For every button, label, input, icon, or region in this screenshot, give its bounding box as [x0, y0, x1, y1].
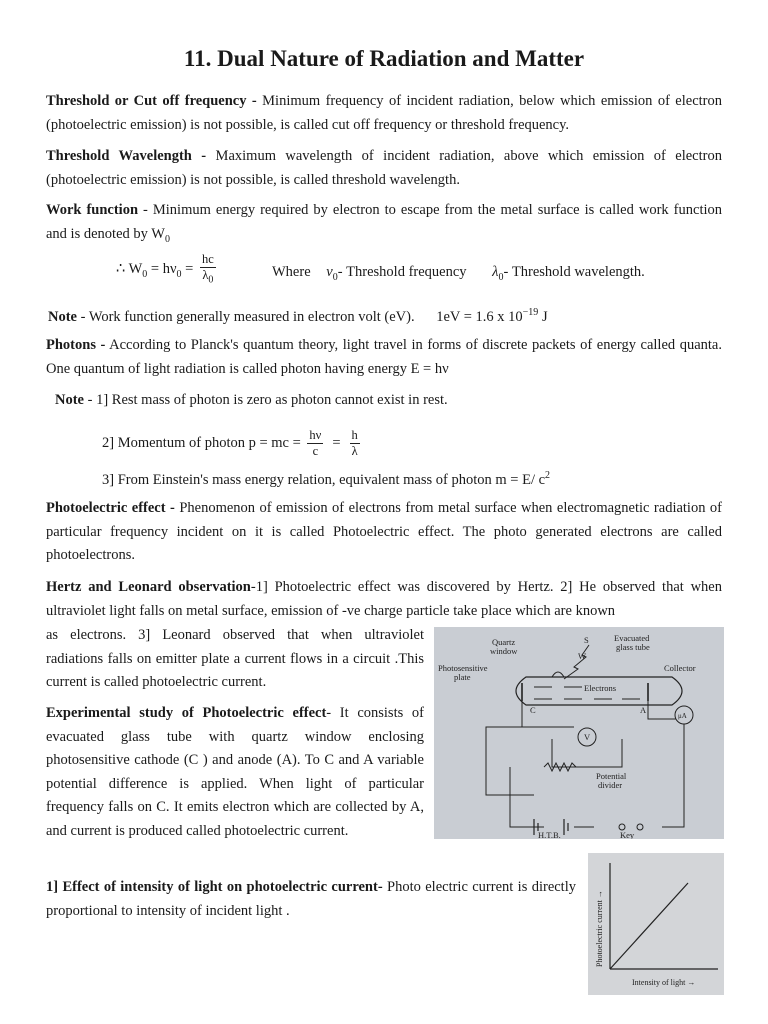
photoelectric-apparatus-diagram	[434, 627, 724, 839]
note2-item3: 3] From Einstein's mass energy relation, equivalent mass of photon m = E/ c	[102, 471, 546, 488]
work-function-term: Work function	[46, 202, 139, 218]
photons-term: Photons -	[46, 337, 106, 353]
threshold-frequency-paragraph	[46, 90, 722, 137]
frac-lambda2: λ	[351, 444, 358, 458]
frac-lambda: λ	[202, 268, 209, 282]
leonard-paragraph	[46, 624, 424, 695]
note2-item2: 2] Momentum of photon p = mc =	[102, 434, 305, 451]
nu0-text: - Threshold frequency	[337, 264, 467, 280]
hnu-over-c-fraction	[307, 428, 323, 459]
where-clause	[272, 262, 645, 288]
eq-nu0-sub: 0	[176, 268, 182, 280]
work-function-text: - Minimum energy required by electron to escape from the metal surface is called work function and is denoted by W	[46, 202, 723, 242]
hertz-text2: as electrons. 3] Leonard observed that when ultraviolet radiations falls on emitter plate a current flows in a circuit .This current is called photoelectric current.	[46, 627, 424, 690]
threshold-frequency-text: Minimum frequency of incident radiation, below which emission of electron (photoelectric emission) is not possible, is called cut off frequency or threshold frequency.	[46, 93, 723, 133]
apparatus-svg	[434, 627, 724, 839]
label-quartz: Quartz	[492, 637, 516, 647]
frac-h: h	[351, 428, 358, 442]
ev-unit: J	[538, 308, 548, 325]
lambda0-symbol: λ	[492, 264, 499, 280]
hc-over-lambda0-fraction	[200, 252, 216, 288]
photoelectric-paragraph	[46, 497, 722, 568]
threshold-frequency-term: Threshold or Cut off frequency -	[46, 93, 257, 109]
w0-subscript: 0	[164, 233, 170, 245]
intensity-effect-paragraph	[46, 876, 576, 923]
label-microammeter: μA	[678, 712, 687, 720]
ev-exponent: −19	[522, 307, 539, 318]
label-collector: Collector	[664, 663, 696, 673]
hertz-text1: -1] Photoelectric effect was discovered by Hertz. 2] He observed that when ultraviolet light falls on metal surface, emission of -ve charge particle take place which are known	[46, 579, 722, 619]
eq-sign: =	[332, 434, 341, 451]
eq-w0: ∴ W	[116, 261, 143, 278]
intensity-current-graph	[588, 853, 724, 995]
lambda0-sub: 0	[498, 271, 504, 283]
graph-svg	[588, 853, 724, 995]
eq-equals: =	[181, 261, 197, 278]
label-evacuated: Evacuated	[614, 633, 650, 643]
frac-hc: hc	[201, 252, 214, 266]
work-function-equation	[116, 252, 219, 288]
label-divider: divider	[598, 780, 623, 790]
where-label: Where	[272, 264, 311, 280]
label-window: window	[490, 646, 518, 656]
label-plate: plate	[454, 672, 471, 682]
ev-value: 1eV = 1.6 x 10	[436, 308, 523, 325]
photons-text: According to Planck's quantum theory, light travel in forms of discrete packets of energy called quanta. One quantum of light radiation is called photon having energy E = hν	[46, 337, 722, 377]
label-glass-tube: glass tube	[616, 642, 650, 652]
page-title: 11. Dual Nature of Radiation and Matter	[183, 46, 585, 71]
threshold-wavelength-text: Maximum wavelength of incident radiation, above which emission of electron (photoelectric emission) is not possible, is called threshold wavelength.	[46, 148, 722, 188]
label-voltmeter: V	[584, 732, 591, 742]
note-photon-rest-mass	[55, 390, 448, 410]
experimental-paragraph	[46, 702, 424, 843]
hertz-term: Hertz and Leonard observation	[46, 579, 251, 595]
label-photosensitive: Photosensitive	[438, 663, 488, 673]
graph-background	[588, 853, 724, 995]
note-photon-mass	[102, 466, 550, 490]
experimental-text: - It consists of evacuated glass tube with quartz window enclosing photosensitive cathode (C ) and anode (A). To C and A variable potential difference is applied. When light of particular frequency falls on C. It emits electron which are collected by A, and current is produced called photoelectric current.	[46, 705, 424, 839]
label-anode: A	[640, 705, 647, 715]
threshold-wavelength-paragraph	[46, 145, 722, 192]
photoelectric-text: Phenomenon of emission of electrons from metal surface when electromagnetic radiation of particular frequency incident on it is called Photoelectric effect. The photo generated electrons are called photoelectrons.	[46, 500, 723, 563]
label-source: S	[584, 635, 589, 645]
graph-y-label: Photoelectric current →	[595, 890, 604, 967]
label-electrons: Electrons	[584, 683, 617, 693]
intensity-effect-text: Photo electric current is directly proportional to intensity of incident light .	[46, 879, 576, 919]
note-label: Note	[48, 308, 77, 325]
note2-item1: - 1] Rest mass of photon is zero as photon cannot exist in rest.	[84, 392, 448, 408]
graph-x-label: Intensity of light →	[632, 978, 696, 987]
label-potential: Potential	[596, 771, 627, 781]
nu0-sub: 0	[332, 271, 338, 283]
label-key: Key	[620, 830, 635, 839]
lambda0-text: - Threshold wavelength.	[503, 264, 645, 280]
photons-paragraph	[46, 334, 722, 381]
frac-hnu: hν	[309, 428, 322, 442]
frac-c: c	[312, 444, 319, 458]
note-photon-momentum	[102, 428, 363, 459]
label-htb: H.T.B.	[538, 830, 561, 839]
eq-hnu0: = hν	[147, 261, 177, 278]
hertz-paragraph	[46, 576, 722, 623]
note-ev-text: - Work function generally measured in electron volt (eV).	[77, 308, 415, 325]
intensity-effect-term: 1] Effect of intensity of light on photoelectric current-	[46, 879, 383, 895]
label-w: W	[578, 651, 587, 661]
eq-w0-sub: 0	[142, 268, 148, 280]
frac-lambda0	[200, 268, 216, 288]
h-over-lambda-fraction	[350, 428, 360, 459]
note-ev	[48, 303, 548, 327]
label-cathode: C	[530, 705, 536, 715]
experimental-term: Experimental study of Photoelectric effect	[46, 705, 327, 721]
work-function-paragraph	[46, 199, 722, 251]
photoelectric-term: Photoelectric effect -	[46, 500, 175, 516]
note2-label: Note	[55, 392, 84, 408]
nu0-symbol: ν	[326, 264, 333, 280]
threshold-wavelength-term: Threshold Wavelength -	[46, 148, 207, 164]
frac-lambda-sub: 0	[208, 274, 214, 286]
c-squared: 2	[545, 470, 551, 481]
